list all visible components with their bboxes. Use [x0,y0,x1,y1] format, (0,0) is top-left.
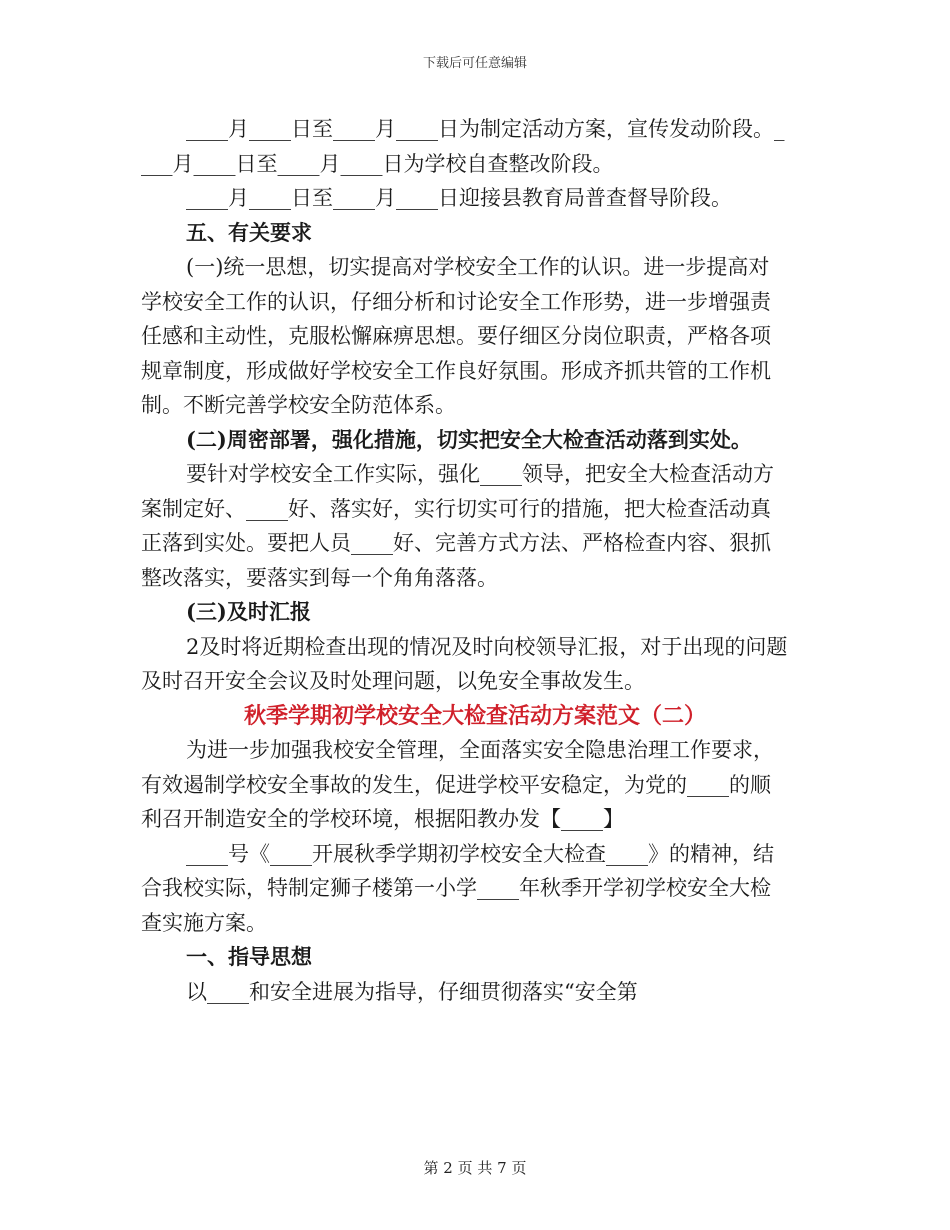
paragraph-line: 利召开制造安全的学校环境，根据阳教办发【____】 [141,807,624,831]
paragraph-line: 以____和安全进展为指导，仔细贯彻落实“安全第 [186,979,638,1004]
paragraph-line: 学校安全工作的认识，仔细分析和讨论安全工作形势，进一步增强责 [141,289,771,314]
paragraph-line: 及时召开安全会议及时处理问题，以免安全事故发生。 [141,669,645,693]
schedule-line-3: ____月____日至____月____日迎接县教育局普查督导阶段。 [186,186,732,210]
paragraph-line: 合我校实际，特制定狮子楼第一小学____年秋季开学初学校安全大检 [141,876,771,900]
paragraph-line: 查实施方案。 [141,910,267,935]
subheading-report: (三)及时汇报 [186,599,311,624]
paragraph-line: 任感和主动性，克服松懈麻痹思想。要仔细区分岗位职责，严格各项 [141,324,771,348]
paragraph-line: 整改落实，要落实到每一个角角落落。 [141,565,498,590]
paragraph-line: ____号《____开展秋季学期初学校安全大检查____》的精神，结 [186,841,774,866]
document-title: 秋季学期初学校安全大检查活动方案范文（二） [243,702,706,729]
paragraph-line: 要针对学校安全工作实际，强化____领导，把安全大检查活动方 [186,462,774,486]
section-heading-guiding-ideology: 一、指导思想 [186,944,312,969]
paragraph-line: 正落到实处。要把人员____好、完善方式方法、严格检查内容、狠抓 [141,531,771,555]
page-header: 下载后可任意编辑 [422,56,527,71]
paragraph-line: 有效遏制学校安全事故的发生，促进学校平安稳定，为党的____的顺 [141,772,771,797]
page-number: 第 2 页 共 7 页 [423,1159,527,1177]
paragraph-line: (一)统一思想，切实提高对学校安全工作的认识。进一步提高对 [186,255,770,279]
document-body [141,112,809,1009]
section-heading-requirements: 五、有关要求 [186,219,312,245]
schedule-line-2: ___月____日至____月____日为学校自查整改阶段。 [141,151,614,176]
paragraph-line: 规章制度，形成做好学校安全工作良好氛围。形成齐抓共管的工作机 [141,358,771,383]
paragraph-line: 制。不断完善学校安全防范体系。 [141,393,456,417]
paragraph-line: 案制定好、____好、落实好，实行切实可行的措施，把大检查活动真 [141,496,771,521]
subheading-deployment: (二)周密部署，强化措施，切实把安全大检查活动落到实处。 [186,426,752,452]
schedule-line-1: ____月____日至____月____日为制定活动方案，宣传发动阶段。_ [186,117,785,141]
paragraph-line: 为进一步加强我校安全管理，全面落实安全隐患治理工作要求， [186,738,774,762]
paragraph-line: 2及时将近期检查出现的情况及时向校领导汇报，对于出现的问题 [186,634,788,659]
